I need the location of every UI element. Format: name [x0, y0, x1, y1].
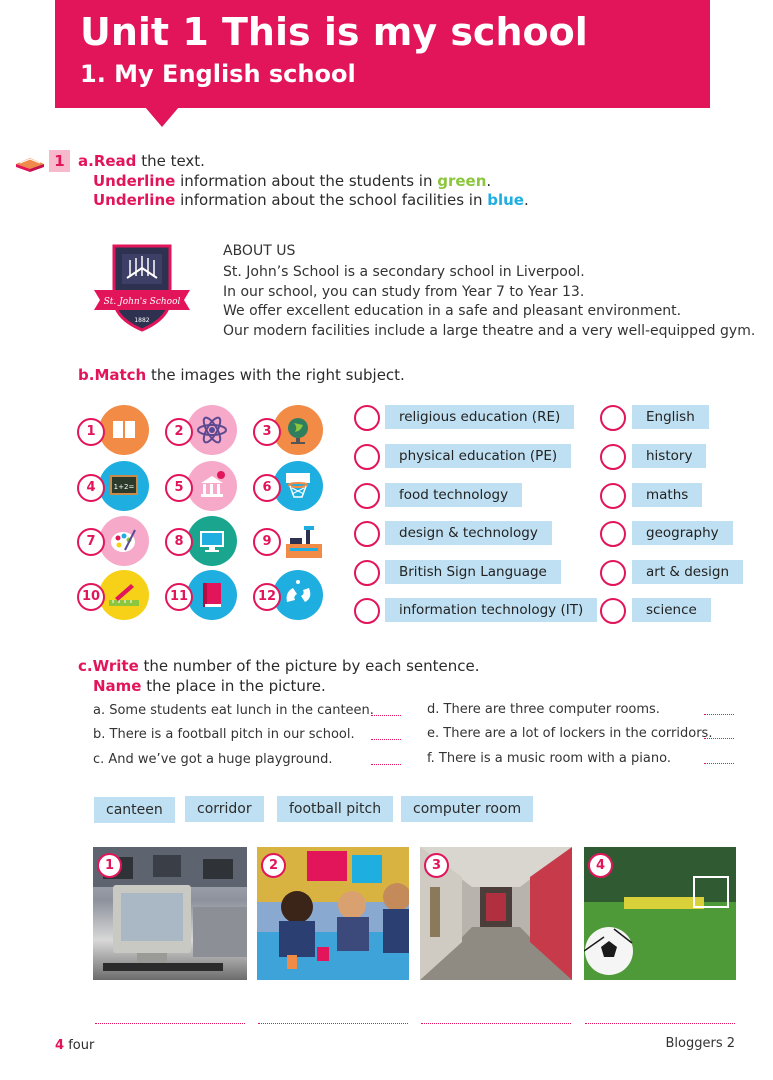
subject-label: maths [632, 483, 702, 507]
palette-icon [99, 516, 149, 566]
match-circle[interactable] [600, 521, 626, 547]
color-word-green: green [437, 172, 487, 190]
match-circle[interactable] [354, 598, 380, 624]
verb-match: Match [94, 366, 147, 384]
sentence-b: b. There is a football pitch in our school. [93, 727, 355, 742]
subject-label: British Sign Language [385, 560, 561, 584]
photo-number: 2 [261, 853, 286, 878]
page-number [55, 1038, 94, 1053]
sentence-f: f. There is a music room with a piano. [427, 751, 671, 766]
verb-underline: Underline [93, 191, 176, 209]
instruction-b [78, 366, 405, 384]
letter-c: c. [78, 657, 93, 675]
verb-read: Read [93, 152, 137, 170]
museum-icon [187, 461, 237, 511]
book-icon [99, 405, 149, 455]
icon-number: 8 [165, 528, 193, 556]
instruction-c-line2 [93, 677, 326, 695]
about-line-2: In our school, you can study from Year 7 to Year 13. [223, 284, 585, 300]
page-number-word: four [68, 1038, 95, 1053]
notebook-icon [187, 570, 237, 620]
icon-number: 5 [165, 474, 193, 502]
match-circle[interactable] [354, 560, 380, 586]
instruction-text: information about the school facilities in [175, 191, 488, 209]
answer-dots[interactable] [371, 738, 401, 740]
instruction-text: the text. [136, 152, 205, 170]
sentence-d: d. There are three computer rooms. [427, 702, 660, 717]
unit-title: Unit 1 This is my school [80, 10, 588, 54]
answer-dots[interactable] [371, 763, 401, 765]
instruction-text: the place in the picture. [141, 677, 326, 695]
match-circle[interactable] [600, 444, 626, 470]
answer-line[interactable] [585, 1022, 735, 1024]
icon-number: 6 [253, 474, 281, 502]
answer-dots[interactable] [704, 713, 734, 715]
crest-year: 1882 [134, 317, 150, 324]
tools-icon [280, 516, 330, 566]
answer-line[interactable] [258, 1022, 408, 1024]
crest-name: St. John's School [103, 297, 181, 307]
verb-write: Write [92, 657, 139, 675]
sentence-a: a. Some students eat lunch in the canteen. [93, 703, 374, 718]
book-title: Bloggers 2 [665, 1036, 735, 1051]
punct: . [486, 172, 492, 190]
atom-icon [187, 405, 237, 455]
match-circle[interactable] [354, 444, 380, 470]
photo-football-pitch [584, 847, 736, 980]
instruction-a-line1 [78, 152, 205, 170]
answer-dots[interactable] [371, 714, 401, 716]
subject-label: food technology [385, 483, 522, 507]
school-crest-logo [92, 238, 192, 333]
instruction-a-line2 [93, 172, 491, 190]
letter-b: b. [78, 366, 95, 384]
word-label-canteen: canteen [94, 797, 175, 823]
subject-label: art & design [632, 560, 743, 584]
subject-label: physical education (PE) [385, 444, 571, 468]
photo-canteen [257, 847, 409, 980]
answer-dots[interactable] [704, 737, 734, 739]
lesson-title: 1. My English school [80, 60, 356, 88]
sentence-c: c. And we’ve got a huge playground. [93, 752, 333, 767]
about-line-3: We offer excellent education in a safe and pleasant environment. [223, 303, 682, 319]
sentence-e: e. There are a lot of lockers in the corridors. [427, 726, 713, 741]
match-circle[interactable] [354, 521, 380, 547]
icon-number: 11 [165, 583, 193, 611]
icon-number: 7 [77, 528, 105, 556]
subject-label: science [632, 598, 711, 622]
subject-label: information technology (IT) [385, 598, 597, 622]
subject-label: English [632, 405, 709, 429]
photo-number: 4 [588, 853, 613, 878]
instruction-text: information about the students in [175, 172, 438, 190]
match-circle[interactable] [600, 405, 626, 431]
match-circle[interactable] [600, 598, 626, 624]
photo-corridor [420, 847, 572, 980]
verb-name: Name [93, 677, 142, 695]
photo-computer-room [93, 847, 247, 980]
letter-a: a. [78, 152, 94, 170]
icon-number: 2 [165, 418, 193, 446]
subject-label: design & technology [385, 521, 552, 545]
match-circle[interactable] [354, 405, 380, 431]
svg-text:1+2=: 1+2= [113, 483, 135, 491]
icon-number: 4 [77, 474, 105, 502]
subject-label: religious education (RE) [385, 405, 574, 429]
answer-line[interactable] [95, 1022, 245, 1024]
photo-number: 1 [97, 853, 122, 878]
icon-number: 3 [253, 418, 281, 446]
word-label-corridor: corridor [185, 796, 264, 822]
page-number-digit: 4 [55, 1038, 65, 1053]
color-word-blue: blue [487, 191, 524, 209]
chalkboard-icon [99, 461, 149, 511]
match-circle[interactable] [600, 560, 626, 586]
answer-line[interactable] [421, 1022, 571, 1024]
subject-label: geography [632, 521, 733, 545]
verb-underline: Underline [93, 172, 176, 190]
subject-label: history [632, 444, 706, 468]
word-label-computer-room: computer room [401, 796, 533, 822]
photo-number: 3 [424, 853, 449, 878]
icon-number: 12 [253, 583, 281, 611]
punct: . [523, 191, 529, 209]
about-line-4: Our modern facilities include a large theatre and a very well-equipped gym. [223, 323, 756, 339]
banner-notch [145, 107, 179, 127]
computer-icon [187, 516, 237, 566]
book-icon [14, 150, 46, 172]
icon-number: 1 [77, 418, 105, 446]
match-circle[interactable] [600, 483, 626, 509]
instruction-text: the number of the picture by each sentence. [138, 657, 480, 675]
instruction-text: the images with the right subject. [146, 366, 405, 384]
instruction-a-line3 [93, 191, 529, 209]
about-line-1: St. John’s School is a secondary school in Liverpool. [223, 264, 585, 280]
about-heading: ABOUT US [223, 243, 296, 259]
exercise-number: 1 [49, 150, 70, 172]
answer-dots[interactable] [704, 762, 734, 764]
instruction-c-line1 [78, 657, 480, 675]
icon-number: 9 [253, 528, 281, 556]
match-circle[interactable] [354, 483, 380, 509]
icon-number: 10 [77, 583, 105, 611]
pencil-ruler-icon [99, 570, 149, 620]
word-label-football-pitch: football pitch [277, 796, 393, 822]
